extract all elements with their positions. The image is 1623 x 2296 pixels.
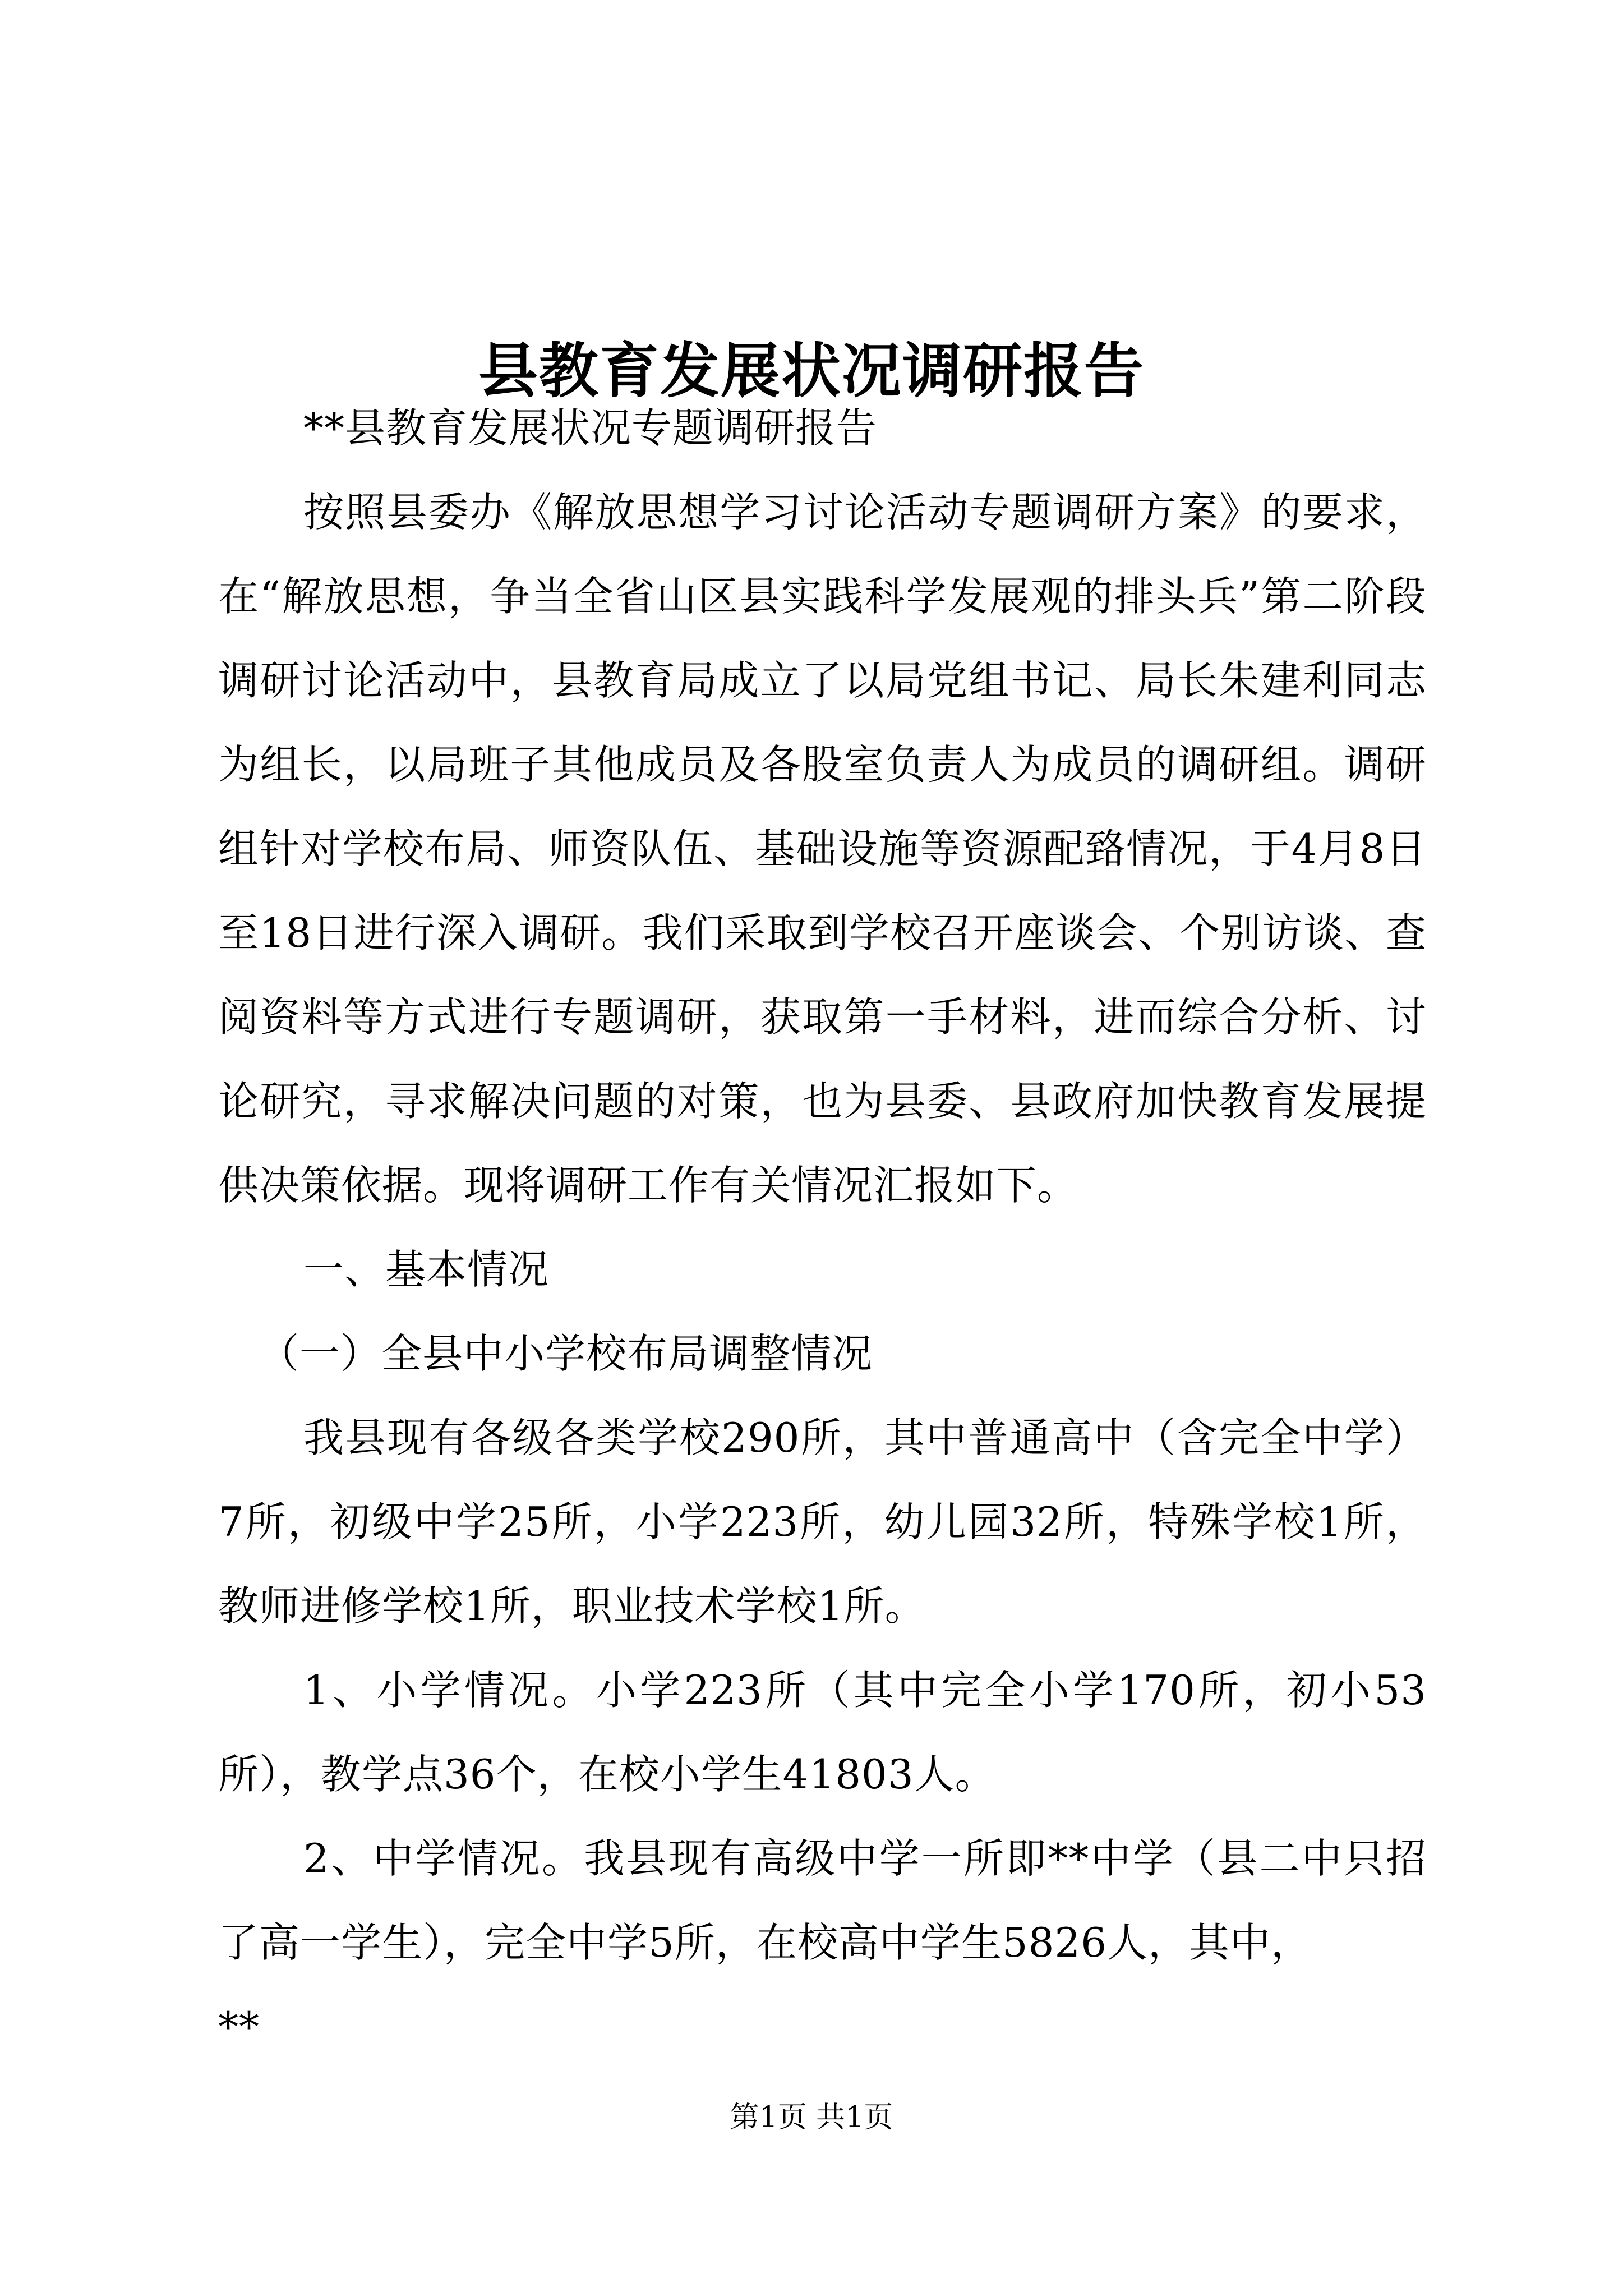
page-number: 第1页 共1页 <box>730 2101 893 2134</box>
document-title: 县教育发展状况调研报告 <box>478 335 1145 406</box>
middle-school-paragraph: 2、中学情况。我县现有高级中学一所即**中学（县二中只招了高一学生），完全中学5所，在校高中学生5826人，其中， <box>218 1835 1427 1966</box>
continuation-paragraph: ** <box>218 2003 260 2050</box>
intro-paragraph: 按照县委办《解放思想学习讨论活动专题调研方案》的要求，在“解放思想，争当全省山区县实践科学发展观的排头兵”第二阶段调研讨论活动中，县教育局成立了以局党组书记、局长朱建利同志为组长，以局班子其他成员及各股室负责人为成员的调研组。调研组针对学校布局、师资队伍、基础设施等资源配臵情况，于4月8日至18日进行深入调研。我们采取到学校召开座谈会、个别访谈、查阅资料等方式进行专题调研，获取第一手材料，进而综合分析、讨论研究，寻求解决问题的对策，也为县委、县政府加快教育发展提供决策依据。现将调研工作有关情况汇报如下。 <box>218 489 1427 1209</box>
subsection-heading: （一）全县中小学校布局调整情况 <box>259 1330 873 1377</box>
document-body <box>218 386 1427 2069</box>
subtitle-paragraph: **县教育发展状况专题调研报告 <box>303 404 878 452</box>
schools-paragraph: 我县现有各级各类学校290所，其中普通高中（含完全中学）7所，初级中学25所，小学223所，幼儿园32所，特殊学校1所，教师进修学校1所，职业技术学校1所。 <box>218 1414 1427 1630</box>
section-heading: 一、基本情况 <box>303 1246 550 1293</box>
primary-school-paragraph: 1、小学情况。小学223所（其中完全小学170所，初小53所），教学点36个，在校小学生41803人。 <box>218 1667 1427 1798</box>
